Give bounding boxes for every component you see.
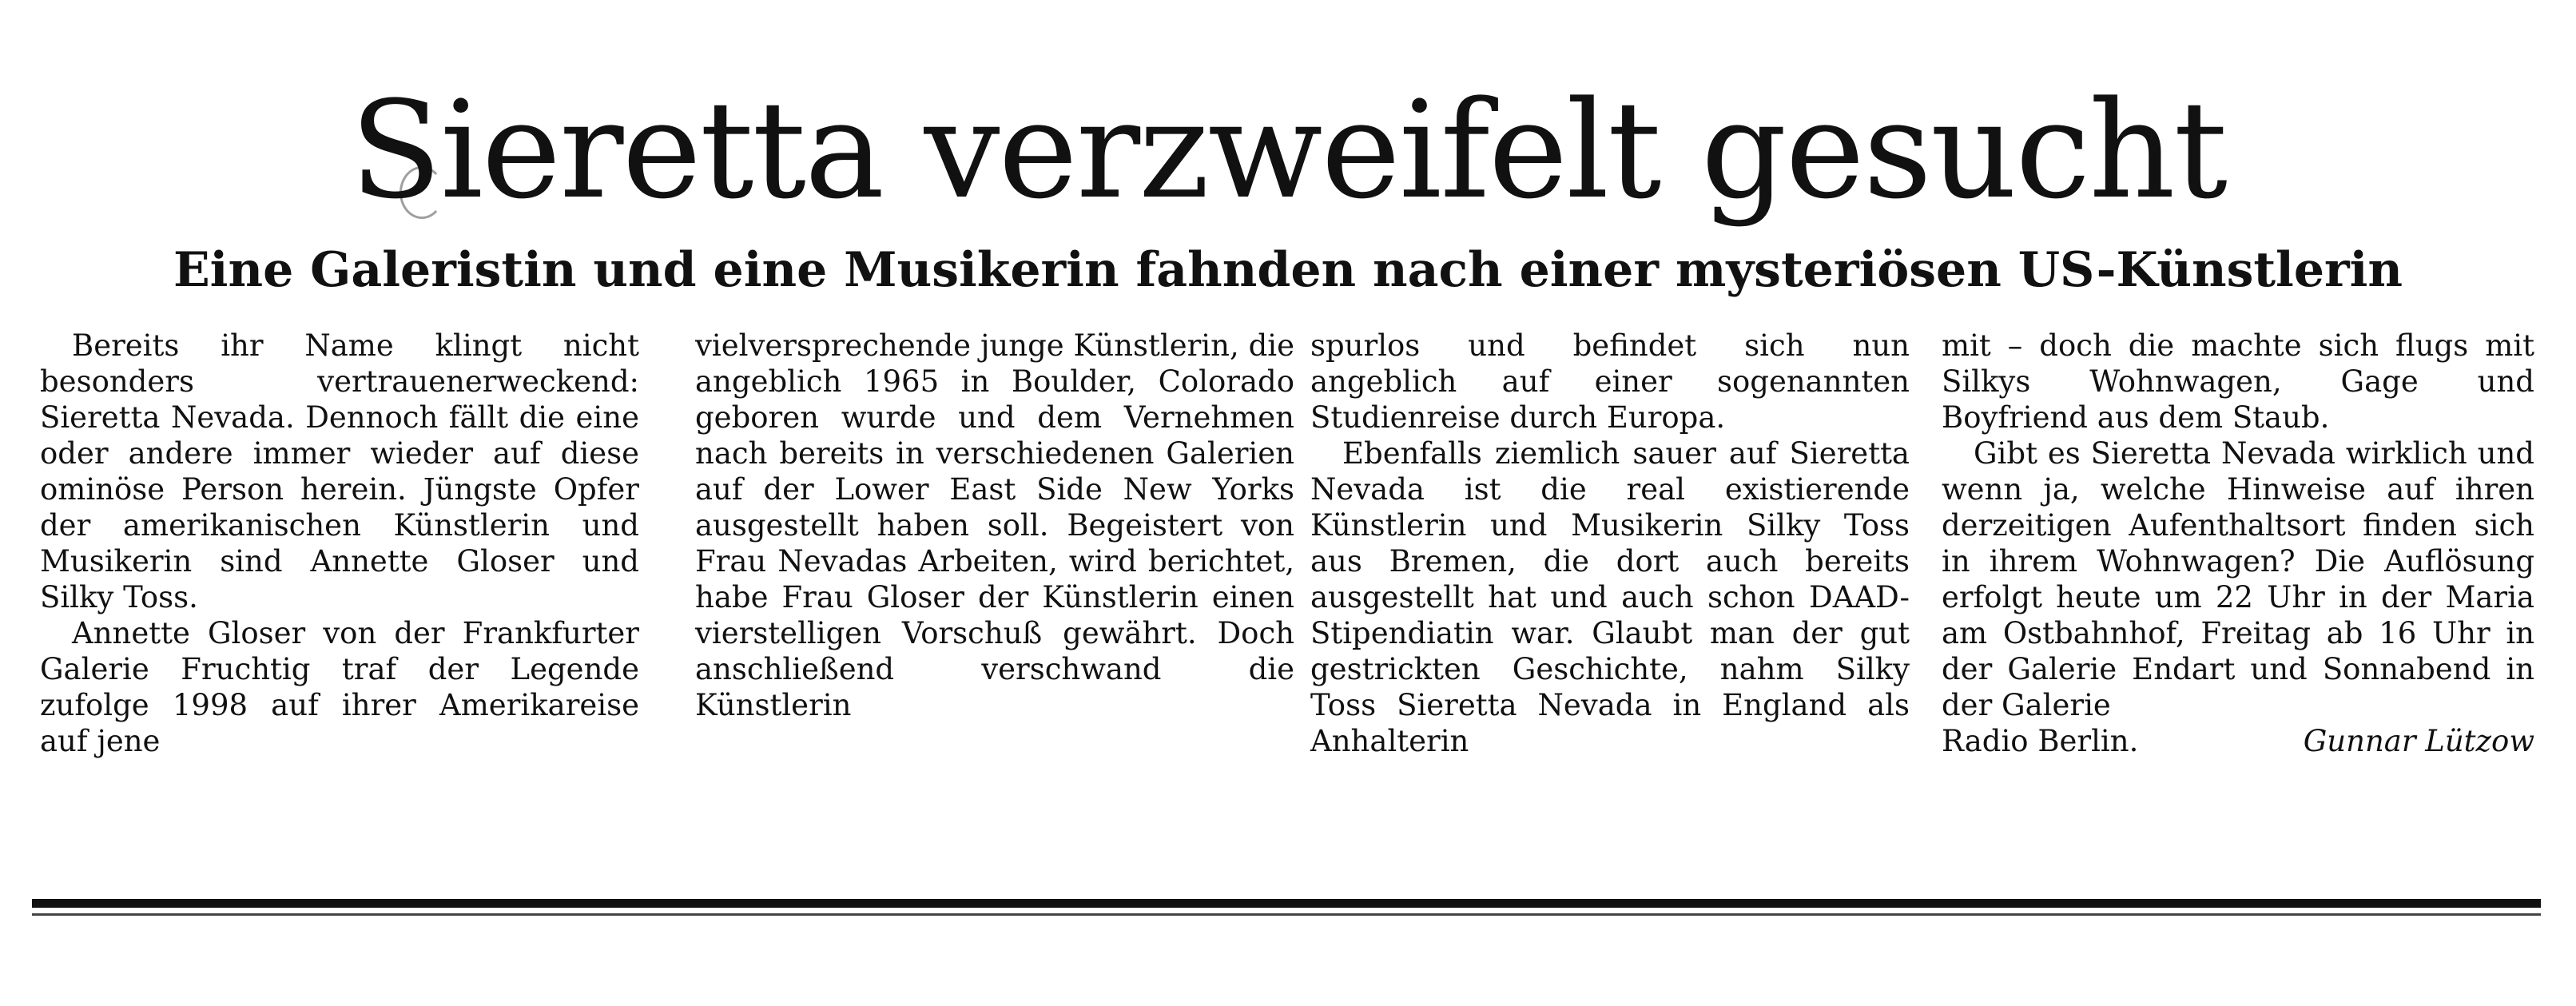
footer-rule-thin	[32, 913, 2541, 916]
headline: Sieretta verzweifelt gesucht	[349, 72, 2227, 229]
footer-rule	[32, 899, 2541, 908]
article-column-2	[695, 328, 1294, 723]
article-column-4	[1942, 328, 2534, 759]
article-signoff	[1942, 723, 2534, 759]
article-column-3	[1310, 328, 1910, 759]
paragraph: Ebenfalls ziemlich sauer auf Sieretta Nevada ist die real existierende Künstlerin und Musikerin Silky Toss aus Bremen, die dort auch bereits ausgestellt hat und auch schon DAAD-Stipendiatin war. Glaubt man der gut gestrickten Geschichte, nahm Silky Toss Sieretta Nevada in England als Anhalterin	[1310, 436, 1910, 758]
author-byline: Gunnar Lützow	[2303, 724, 2534, 758]
paragraph: mit – doch die machte sich flugs mit Silkys Wohnwagen, Gage und Boyfriend aus dem Staub.	[1942, 328, 2534, 435]
paragraph: spurlos und befindet sich nun angeblich auf einer sogenannten Studienreise durch Europa.	[1310, 328, 1910, 435]
subheadline: Eine Galeristin und eine Musikerin fahnden nach einer mysteriösen US-Künstlerin	[173, 242, 2403, 298]
paragraph: Gibt es Sieretta Nevada wirklich und wenn ja, welche Hinweise auf ihren derzeitigen Aufenthaltsort finden sich in ihrem Wohnwagen? Die Auflösung erfolgt heute um 22 Uhr in der Maria am Ostbahnhof, Freitag ab 16 Uhr in der Galerie Endart und Sonnabend in der Galerie	[1942, 436, 2534, 722]
article-column-1	[40, 328, 639, 759]
paragraph: Annette Gloser von der Frankfurter Galerie Fruchtig traf der Legende zufolge 1998 auf ihrer Amerikareise auf jene	[40, 616, 639, 758]
closing-text: Radio Berlin.	[1942, 724, 2139, 758]
paragraph: vielversprechende junge Künstlerin, die angeblich 1965 in Boulder, Colorado geboren wurde und dem Vernehmen nach bereits in verschiedenen Galerien auf der Lower East Side New Yorks ausgestellt haben soll. Begeistert von Frau Nevadas Arbeiten, wird berichtet, habe Frau Gloser der Künstlerin einen vierstelligen Vorschuß gewährt. Doch anschließend verschwand die Künstlerin	[695, 328, 1294, 722]
paragraph: Bereits ihr Name klingt nicht besonders vertrauenerweckend: Sieretta Nevada. Dennoch fällt die eine oder andere immer wieder auf diese ominöse Person herein. Jüngste Opfer der amerikanischen Künstlerin und Musikerin sind Annette Gloser und Silky Toss.	[40, 328, 639, 614]
